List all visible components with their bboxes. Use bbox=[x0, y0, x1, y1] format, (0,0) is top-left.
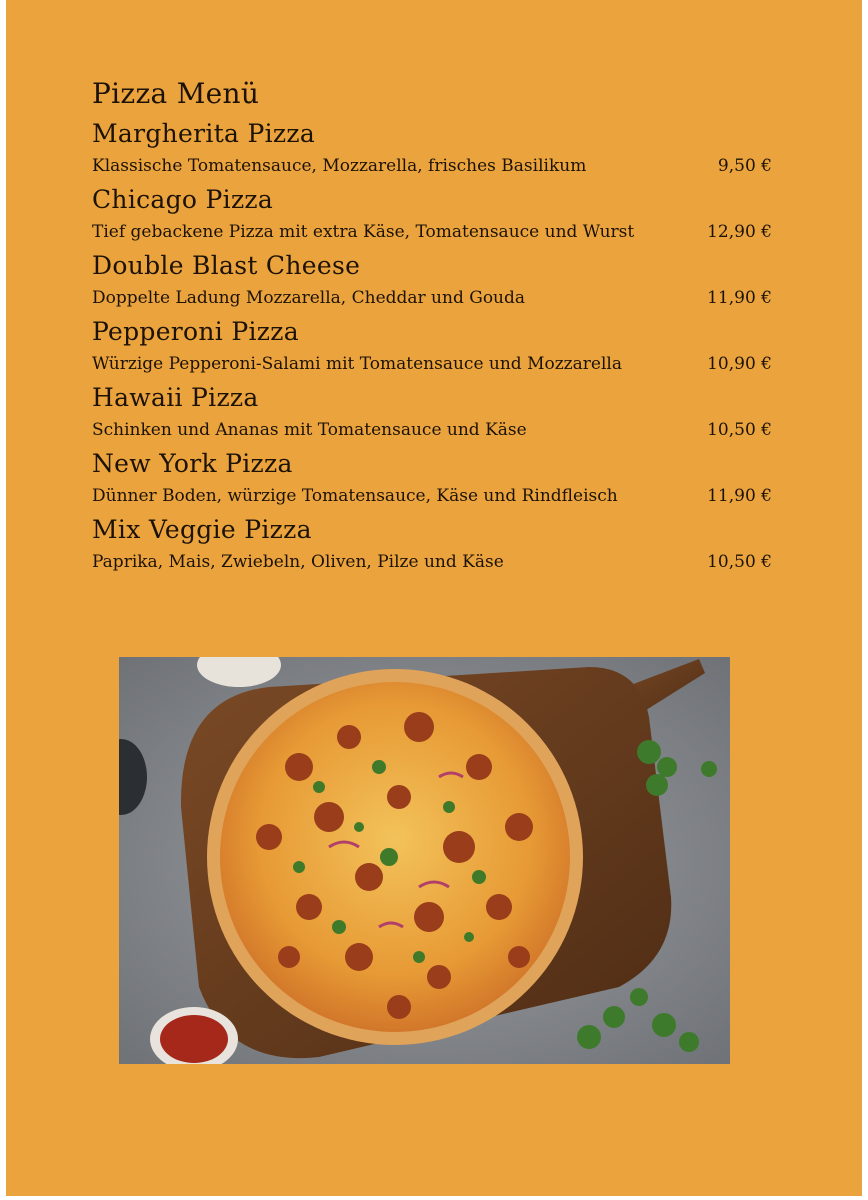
menu-item bbox=[92, 512, 772, 576]
item-price: 12,90 € bbox=[707, 222, 772, 242]
item-name: Chicago Pizza bbox=[92, 185, 274, 214]
item-description: Dünner Boden, würzige Tomatensauce, Käse und Rindfleisch bbox=[92, 486, 618, 506]
item-name: Hawaii Pizza bbox=[92, 383, 259, 412]
item-name: New York Pizza bbox=[92, 449, 293, 478]
item-price: 10,50 € bbox=[707, 552, 772, 572]
item-name: Mix Veggie Pizza bbox=[92, 515, 312, 544]
item-description: Tief gebackene Pizza mit extra Käse, Tomatensauce und Wurst bbox=[92, 222, 635, 242]
menu-item bbox=[92, 182, 772, 246]
menu-item bbox=[92, 248, 772, 312]
menu-item bbox=[92, 380, 772, 444]
item-description: Doppelte Ladung Mozzarella, Cheddar und Gouda bbox=[92, 288, 526, 308]
pizza-photo bbox=[119, 657, 730, 1064]
menu-item bbox=[92, 314, 772, 378]
menu-item bbox=[92, 116, 772, 180]
item-description: Paprika, Mais, Zwiebeln, Oliven, Pilze und Käse bbox=[92, 552, 504, 572]
item-price: 11,90 € bbox=[707, 288, 772, 308]
item-price: 9,50 € bbox=[717, 156, 772, 176]
item-name: Double Blast Cheese bbox=[92, 251, 361, 280]
item-price: 10,90 € bbox=[707, 354, 772, 374]
item-description: Schinken und Ananas mit Tomatensauce und Käse bbox=[92, 420, 527, 440]
menu-title: Pizza Menü bbox=[92, 77, 260, 110]
item-price: 10,50 € bbox=[707, 420, 772, 440]
item-description: Klassische Tomatensauce, Mozzarella, frisches Basilikum bbox=[92, 156, 587, 176]
menu-page bbox=[6, 0, 862, 1196]
item-name: Margherita Pizza bbox=[92, 119, 316, 148]
item-description: Würzige Pepperoni-Salami mit Tomatensauce und Mozzarella bbox=[92, 354, 622, 374]
menu-item bbox=[92, 446, 772, 510]
item-price: 11,90 € bbox=[707, 486, 772, 506]
menu-section bbox=[92, 74, 772, 576]
item-name: Pepperoni Pizza bbox=[92, 317, 299, 346]
